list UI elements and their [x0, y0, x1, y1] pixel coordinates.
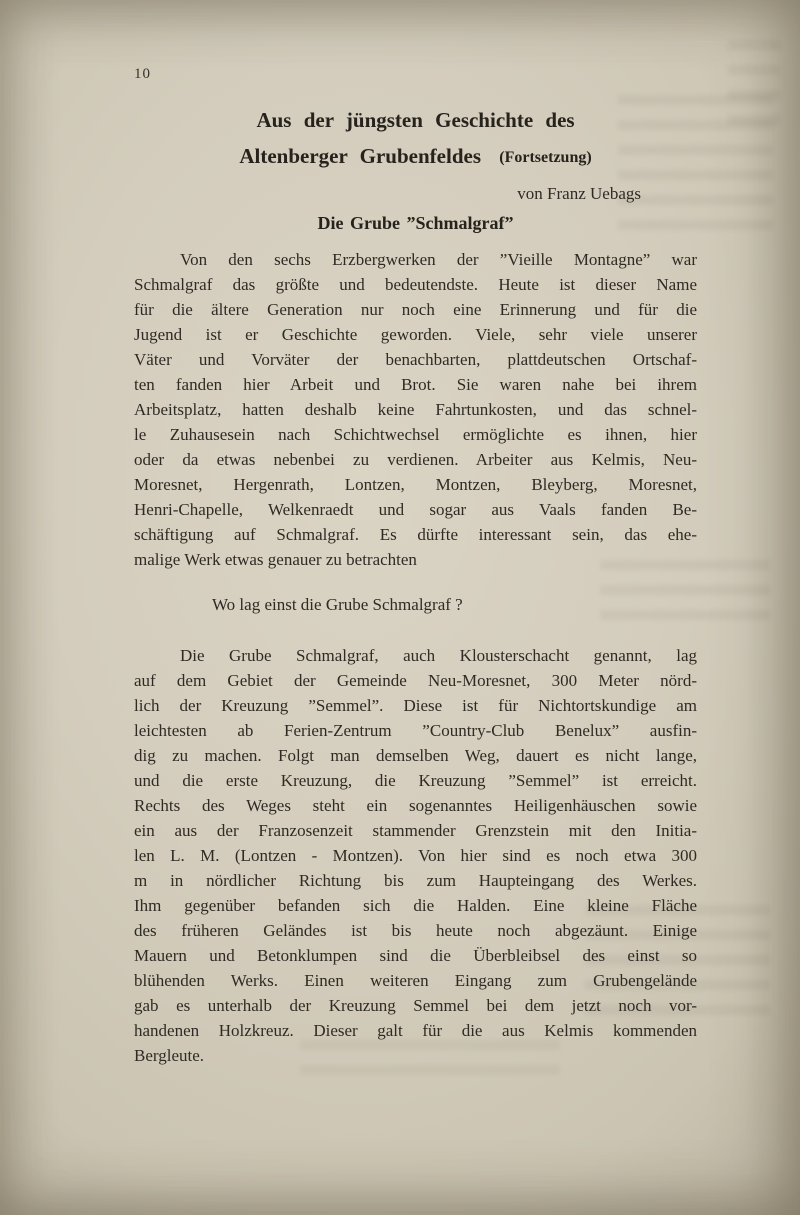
body-line: oder da etwas nebenbei zu verdienen. Arbeiter aus Kelmis, Neu- [134, 450, 697, 469]
page-content [134, 64, 697, 1068]
body-line: malige Werk etwas genauer zu betrachten [134, 550, 417, 569]
body-line: Moresnet, Hergenrath, Lontzen, Montzen, Bleyberg, Moresnet, [134, 475, 697, 494]
body-line: Bergleute. [134, 1046, 205, 1065]
body-line: Henri-Chapelle, Welkenraedt und sogar aus Vaals fanden Be- [134, 500, 697, 519]
bleed-through-artifact [728, 40, 780, 125]
body-line: für die ältere Generation nur noch eine Erinnerung und für die [134, 300, 697, 319]
title-line-2 [134, 138, 697, 177]
body-line: leichtesten ab Ferien-Zentrum ”Country-Club Benelux” ausfin- [134, 721, 697, 740]
body-line: Ihm gegenüber befanden sich die Halden. Eine kleine Fläche [134, 896, 697, 915]
title-line-1: Aus der jüngsten Geschichte des [256, 108, 575, 132]
section-heading: Wo lag einst die Grube Schmalgraf ? [212, 595, 463, 614]
byline: von Franz Uebags [517, 184, 641, 203]
body-line: und die erste Kreuzung, die Kreuzung ”Semmel” ist erreicht. [134, 771, 697, 790]
title-line-2-main: Altenberger Grubenfeldes [239, 144, 481, 168]
body-line: Die Grube Schmalgraf, auch Klousterschacht genannt, lag [180, 646, 697, 665]
body-line: Rechts des Weges steht ein sogenanntes Heiligenhäuschen sowie [134, 796, 697, 815]
body-line: des früheren Geländes ist bis heute noch abgezäunt. Einige [134, 921, 697, 940]
body-line: ein aus der Franzosenzeit stammender Grenzstein mit den Initia- [134, 821, 697, 840]
body-line: schäftigung auf Schmalgraf. Es dürfte interessant sein, das ehe- [134, 525, 697, 544]
body-line: Von den sechs Erzbergwerken der ”Vieille Montagne” war [180, 250, 697, 269]
article-body [134, 247, 697, 1068]
body-line: dig zu machen. Folgt man demselben Weg, dauert es nicht lange, [134, 746, 697, 765]
page-number: 10 [134, 66, 151, 82]
body-line: Mauern und Betonklumpen sind die Überbleibsel des einst so [134, 946, 697, 965]
title-continuation-note: (Fortsetzung) [499, 149, 592, 166]
body-line: handenen Holzkreuz. Dieser galt für die aus Kelmis kommenden [134, 1021, 697, 1040]
subtitle: Die Grube ”Schmalgraf” [317, 213, 514, 233]
body-line: Arbeitsplatz, hatten deshalb keine Fahrtunkosten, und das schnel- [134, 400, 697, 419]
body-line: le Zuhausesein nach Schichtwechsel ermöglichte es ihnen, hier [134, 425, 697, 444]
paragraph [134, 247, 697, 572]
body-line: gab es unterhalb der Kreuzung Semmel bei dem jetzt noch vor- [134, 996, 697, 1015]
body-line: blühenden Werks. Einen weiteren Eingang zum Grubengelände [134, 971, 697, 990]
body-line: auf dem Gebiet der Gemeinde Neu-Moresnet, 300 Meter nörd- [134, 671, 697, 690]
body-line: Schmalgraf das größte und bedeutendste. Heute ist dieser Name [134, 275, 697, 294]
body-line: Väter und Vorväter der benachbarten, plattdeutschen Ortschaf- [134, 350, 697, 369]
body-line: Jugend ist er Geschichte geworden. Viele, sehr viele unserer [134, 325, 697, 344]
body-line: lich der Kreuzung ”Semmel”. Diese ist für Nichtortskundige am [134, 696, 697, 715]
paragraph [134, 643, 697, 1068]
body-line: m in nördlicher Richtung bis zum Haupteingang des Werkes. [134, 871, 697, 890]
article-title [134, 102, 697, 177]
body-line: len L. M. (Lontzen - Montzen). Von hier sind es noch etwa 300 [134, 846, 697, 865]
body-line: ten fanden hier Arbeit und Brot. Sie waren nahe bei ihrem [134, 375, 697, 394]
